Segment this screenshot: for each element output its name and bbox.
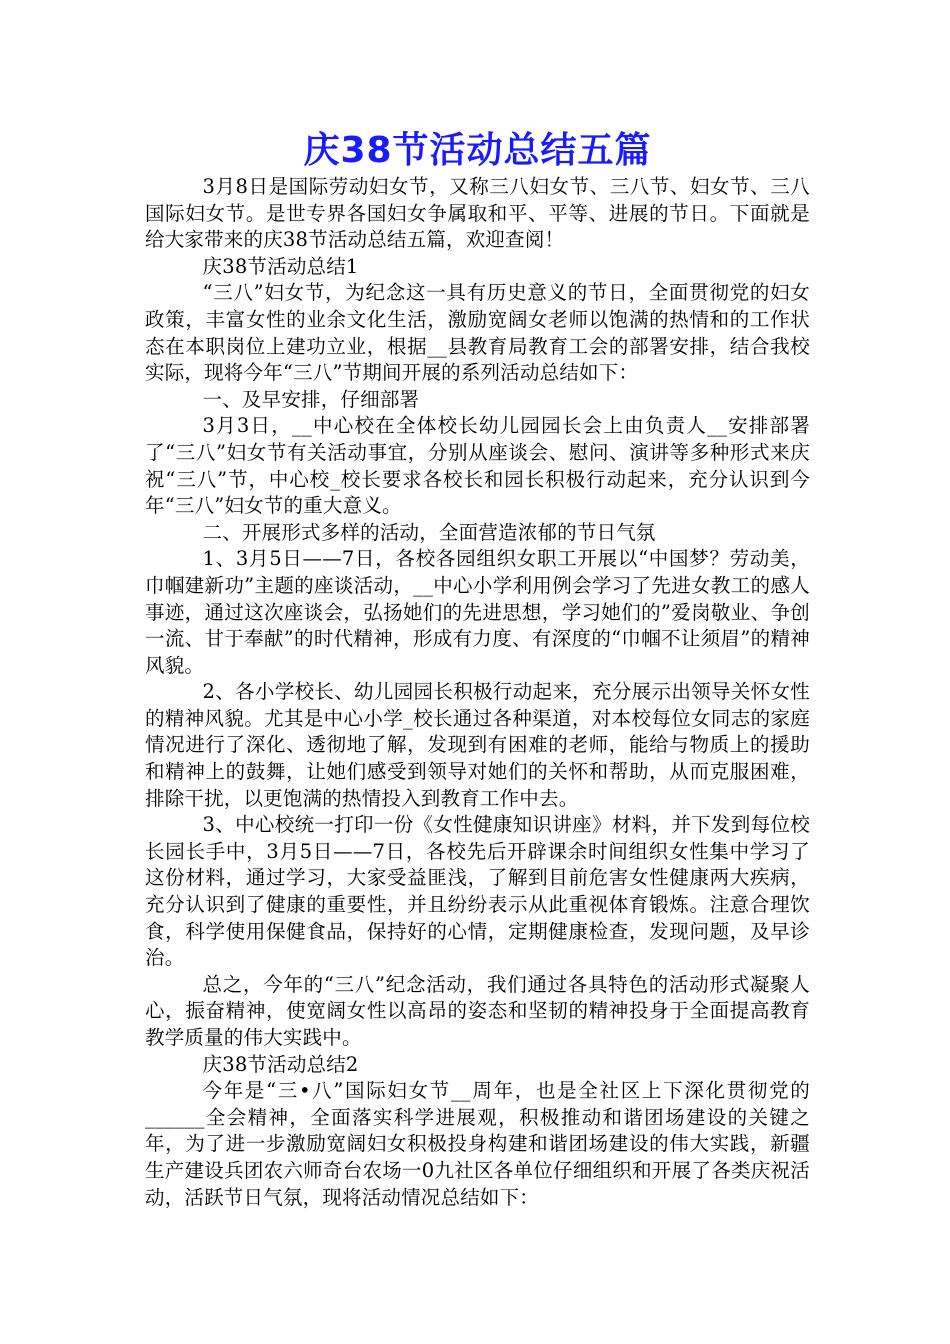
intro-paragraph: 3月8日是国际劳动妇女节，又称三八妇女节、三八节、妇女节、三八国际妇女节。是世专界各国妇女争属取和平、平等、进展的节日。下面就是给大家带来的庆38节活动总结五篇，欢迎查阅！	[145, 175, 810, 252]
paragraph: “三八”妇女节，为纪念这一具有历史意义的节日，全面贯彻党的妇女政策，丰富女性的业余文化生活，激励宽阔女老师以饱满的热情和的工作状态在本职岗位上建功立业，根据__县教育局教育工会的部署安排，结合我校实际，现将今年“三八”节期间开展的系列活动总结如下：	[145, 281, 810, 385]
summary-paragraph: 总之，今年的“三八”纪念活动，我们通过各具特色的活动形式凝聚人心，振奋精神，使宽阔女性以高昂的姿态和坚韧的精神投身于全面提高教育教学质量的伟大实践中。	[145, 972, 810, 1049]
section-heading-1: 庆38节活动总结1	[202, 254, 359, 278]
paragraph: 今年是“三•八”国际妇女节__周年，也是全社区上下深化贯彻党的______全会精神，全面落实科学进展观，积极推动和谐团场建设的关键之年，为了进一步激励宽阔妇女积极投身构建和谐团场建设的伟大实践，新疆生产建设兵团农六师奇台农场一0九社区各单位仔细组织和开展了各类庆祝活动，活跃节日气氛，现将活动情况总结如下：	[145, 1079, 810, 1209]
paragraph: 1、3月5日——7日，各校各园组织女职工开展以“中国梦？劳动美，巾帼建新功”主题的座谈活动，__中心小学利用例会学习了先进女教工的感人事迹，通过这次座谈会，弘扬她们的先进思想，学习她们的”爱岗敬业、争创一流、甘于奉献”的时代精神，形成有力度、有深度的“巾帼不让须眉”的精神风貌。	[145, 547, 810, 677]
document-title: 庆38节活动总结五篇	[303, 130, 652, 171]
paragraph: 3、中心校统一打印一份《女性健康知识讲座》材料，并下发到每位校长园长手中，3月5日——7日，各校先后开辟课余时间组织女性集中学习了这份材料，通过学习，大家受益匪浅，了解到目前危害女性健康两大疾病，充分认识到了健康的重要性，并且纷纷表示从此重视体育锻炼。注意合理饮食，科学使用保健食品，保持好的心情，定期健康检查，发现问题，及早诊治。	[145, 813, 810, 970]
subheading-arrangement: 一、及早安排，仔细部署	[202, 387, 420, 411]
document-page	[145, 128, 810, 1211]
paragraph: 2、各小学校长、幼儿园园长积极行动起来，充分展示出领导关怀女性的精神风貌。尤其是中心小学_校长通过各种渠道，对本校每位女同志的家庭情况进行了深化、透彻地了解，发现到有困难的老师，能给与物质上的援助和精神上的鼓舞，让她们感受到领导对她们的关怀和帮助，从而克服困难，排除干扰，以更饱满的热情投入到教育工作中去。	[145, 680, 810, 810]
section-heading-2: 庆38节活动总结2	[202, 1052, 359, 1076]
paragraph: 3月3日，__中心校在全体校长幼儿园园长会上由负责人__安排部署了“三八”妇女节有关活动事宜，分别从座谈会、慰问、演讲等多种形式来庆祝“三八”节，中心校_校长要求各校长和园长积极行动起来，充分认识到今年“三八”妇女节的重大意义。	[145, 414, 810, 518]
subheading-activities: 二、开展形式多样的活动，全面营造浓郁的节日气氛	[202, 520, 656, 544]
